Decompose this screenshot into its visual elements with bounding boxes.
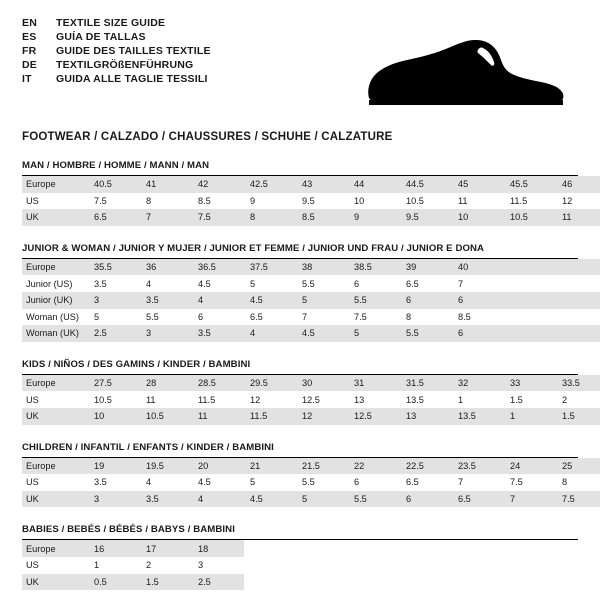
cell: 5 (94, 311, 100, 322)
cell (504, 309, 556, 326)
table-row (22, 209, 600, 226)
cell: 45.5 (504, 176, 556, 193)
cell: 11 (556, 209, 600, 226)
cell: 8.5 (458, 311, 471, 322)
cell (504, 292, 556, 309)
cell: 1.5 (510, 394, 523, 405)
cell: 45 (452, 176, 504, 193)
cell: 33 (504, 375, 556, 392)
cell: 25 (556, 458, 600, 475)
row-label: US (26, 195, 39, 206)
cell: 5 (296, 292, 348, 309)
cell: 5.5 (400, 325, 452, 342)
cell: 10 (452, 209, 504, 226)
cell: 7.5 (556, 491, 600, 508)
cell: 7 (458, 477, 464, 488)
language-list (22, 18, 211, 88)
section-title: CHILDREN / INFANTIL / ENFANTS / KINDER / BAMBINI (22, 442, 578, 458)
cell-empty (504, 574, 556, 591)
cell: 19 (88, 458, 140, 475)
cell: 11 (192, 408, 244, 425)
table-row (22, 540, 600, 557)
cell: 8 (406, 311, 412, 322)
cell: 8.5 (296, 209, 348, 226)
cell: 2.5 (192, 574, 244, 591)
cell: 4.5 (198, 278, 211, 289)
cell: 10.5 (140, 408, 192, 425)
cell: 5.5 (348, 292, 400, 309)
cell: 46 (556, 176, 600, 193)
cell: 10.5 (94, 394, 112, 405)
cell: 1 (504, 408, 556, 425)
cell: 10.5 (406, 195, 424, 206)
row-label: Woman (UK) (22, 325, 88, 342)
size-table-man (22, 176, 600, 226)
cell: 0.5 (88, 574, 140, 591)
cell: 20 (192, 458, 244, 475)
language-text: GUIDA ALLE TAGLIE TESSILI (56, 73, 208, 85)
cell: 7 (458, 278, 464, 289)
cell: 7 (302, 311, 308, 322)
table-row (22, 474, 600, 491)
cell (504, 325, 556, 342)
cell: 10.5 (504, 209, 556, 226)
cell: 3.5 (140, 491, 192, 508)
cell-empty (244, 574, 296, 591)
cell: 4 (192, 491, 244, 508)
cell: 9.5 (302, 195, 315, 206)
cell: 29.5 (244, 375, 296, 392)
cell (556, 309, 600, 326)
cell: 9 (250, 195, 256, 206)
cell: 9 (348, 209, 400, 226)
cell: 7 (504, 491, 556, 508)
row-label: Europe (22, 375, 88, 392)
cell: 8 (562, 477, 568, 488)
cell-empty (348, 574, 400, 591)
cell-empty (348, 557, 400, 574)
cell (504, 259, 556, 276)
cell-empty (244, 557, 296, 574)
cell: 18 (192, 540, 244, 557)
cell: 5.5 (348, 491, 400, 508)
table-row (22, 325, 600, 342)
row-label: UK (22, 574, 88, 591)
cell: 33.5 (556, 375, 600, 392)
table-row (22, 193, 600, 210)
cell: 4.5 (244, 491, 296, 508)
section-title: BABIES / BEBÉS / BÉBÉS / BABYS / BAMBINI (22, 524, 578, 540)
cell: 1 (94, 560, 100, 571)
language-row (22, 60, 211, 74)
cell: 32 (452, 375, 504, 392)
cell: 13.5 (406, 394, 424, 405)
section-children (22, 442, 578, 508)
section-junior-woman (22, 243, 578, 342)
cell: 11.5 (244, 408, 296, 425)
cell: 27.5 (88, 375, 140, 392)
table-row (22, 176, 600, 193)
cell: 6 (452, 325, 504, 342)
cell: 5 (250, 477, 256, 488)
cell-empty (244, 540, 296, 557)
cell: 3 (88, 292, 140, 309)
cell: 11 (458, 195, 468, 206)
section-man (22, 160, 578, 226)
row-label: Europe (22, 259, 88, 276)
language-row (22, 18, 211, 32)
row-label: US (26, 560, 39, 571)
section-kids (22, 359, 578, 425)
cell: 5.5 (302, 278, 315, 289)
table-row (22, 292, 600, 309)
table-row (22, 391, 600, 408)
cell: 1.5 (140, 574, 192, 591)
cell: 1.5 (556, 408, 600, 425)
cell: 31 (348, 375, 400, 392)
cell: 2 (562, 394, 568, 405)
cell: 6 (400, 292, 452, 309)
cell: 6 (400, 491, 452, 508)
cell: 8 (146, 195, 152, 206)
cell: 11.5 (510, 195, 528, 206)
cell: 40.5 (88, 176, 140, 193)
cell: 4.5 (296, 325, 348, 342)
cell-empty (452, 574, 504, 591)
row-label: Woman (US) (26, 311, 79, 322)
cell-empty (348, 540, 400, 557)
cell-empty (504, 557, 556, 574)
cell: 4 (146, 278, 152, 289)
cell: 16 (88, 540, 140, 557)
section-babies (22, 524, 578, 590)
language-text: TEXTILGRÖßENFÜHRUNG (56, 59, 194, 71)
cell-empty (400, 557, 452, 574)
cell: 5 (348, 325, 400, 342)
cell: 3.5 (94, 278, 107, 289)
cell: 35.5 (88, 259, 140, 276)
cell: 6.5 (406, 477, 419, 488)
cell: 6.5 (88, 209, 140, 226)
language-code: DE (22, 59, 37, 71)
cell: 3 (88, 491, 140, 508)
language-list-body (22, 18, 211, 88)
table-row (22, 259, 600, 276)
cell: 42 (192, 176, 244, 193)
cell: 4 (244, 325, 296, 342)
table-row (22, 458, 600, 475)
cell: 37.5 (244, 259, 296, 276)
cell (556, 325, 600, 342)
cell: 12.5 (302, 394, 320, 405)
row-label: Europe (22, 540, 88, 557)
cell: 22.5 (400, 458, 452, 475)
cell: 3.5 (192, 325, 244, 342)
cell-empty (556, 540, 600, 557)
cell: 43 (296, 176, 348, 193)
cell: 11.5 (198, 394, 216, 405)
table-row (22, 408, 600, 425)
size-table-children (22, 458, 600, 508)
cell: 11 (146, 394, 156, 405)
cell: 7.5 (510, 477, 523, 488)
section-title: MAN / HOMBRE / HOMME / MANN / MAN (22, 160, 578, 176)
section-title: KIDS / NIÑOS / DES GAMINS / KINDER / BAMBINI (22, 359, 578, 375)
language-row (22, 32, 211, 46)
cell: 21.5 (296, 458, 348, 475)
table-row (22, 557, 600, 574)
cell: 13.5 (452, 408, 504, 425)
cell-empty (556, 557, 600, 574)
cell: 5.5 (302, 477, 315, 488)
cell: 7 (140, 209, 192, 226)
row-label: Junior (US) (26, 278, 73, 289)
row-label: US (26, 394, 39, 405)
table-row (22, 491, 600, 508)
language-code: EN (22, 17, 37, 29)
cell-empty (400, 540, 452, 557)
language-text: TEXTILE SIZE GUIDE (56, 17, 166, 29)
cell: 6 (354, 278, 360, 289)
cell: 22 (348, 458, 400, 475)
cell: 36.5 (192, 259, 244, 276)
cell: 28 (140, 375, 192, 392)
row-label: Europe (22, 176, 88, 193)
cell: 3 (198, 560, 204, 571)
size-table-junior-woman (22, 259, 600, 342)
cell: 4 (146, 477, 152, 488)
row-label: UK (22, 209, 88, 226)
cell: 7.5 (94, 195, 107, 206)
cell: 41 (140, 176, 192, 193)
cell (556, 292, 600, 309)
table-row (22, 375, 600, 392)
cell-empty (296, 574, 348, 591)
cell: 12 (296, 408, 348, 425)
cell (556, 275, 600, 292)
cell: 8 (244, 209, 296, 226)
cell: 12.5 (348, 408, 400, 425)
cell: 3.5 (140, 292, 192, 309)
cell: 17 (140, 540, 192, 557)
cell: 24 (504, 458, 556, 475)
row-label: UK (22, 491, 88, 508)
size-table-kids (22, 375, 600, 425)
cell: 6.5 (452, 491, 504, 508)
cell: 7.5 (192, 209, 244, 226)
cell-empty (296, 540, 348, 557)
language-code: IT (22, 73, 32, 85)
cell: 21 (244, 458, 296, 475)
section-title: JUNIOR & WOMAN / JUNIOR Y MUJER / JUNIOR ET FEMME / JUNIOR UND FRAU / JUNIOR E DONA (22, 243, 578, 259)
cell: 36 (140, 259, 192, 276)
cell: 6.5 (250, 311, 263, 322)
cell-empty (400, 574, 452, 591)
cell-empty (504, 540, 556, 557)
cell: 2.5 (88, 325, 140, 342)
cell: 6 (198, 311, 204, 322)
cell: 13 (354, 394, 365, 405)
cell: 5 (296, 491, 348, 508)
cell: 12 (250, 394, 261, 405)
cell-empty (452, 557, 504, 574)
language-text: GUÍA DE TALLAS (56, 31, 146, 43)
cell: 2 (146, 560, 152, 571)
language-row (22, 46, 211, 60)
cell: 6.5 (406, 278, 419, 289)
cell: 9.5 (400, 209, 452, 226)
cell: 6 (452, 292, 504, 309)
cell: 10 (354, 195, 365, 206)
row-label: US (26, 477, 39, 488)
language-text: GUIDE DES TAILLES TEXTILE (56, 45, 211, 57)
cell: 23.5 (452, 458, 504, 475)
cell (556, 259, 600, 276)
table-row (22, 275, 600, 292)
cell: 38.5 (348, 259, 400, 276)
page-title: FOOTWEAR / CALZADO / CHAUSSURES / SCHUHE / CALZATURE (22, 131, 393, 143)
cell: 30 (296, 375, 348, 392)
cell: 6 (354, 477, 360, 488)
cell-empty (296, 557, 348, 574)
row-label: UK (22, 408, 88, 425)
cell-empty (452, 540, 504, 557)
cell: 4 (192, 292, 244, 309)
cell (504, 275, 556, 292)
cell: 42.5 (244, 176, 296, 193)
language-row (22, 74, 211, 88)
cell: 8.5 (198, 195, 211, 206)
cell: 10 (88, 408, 140, 425)
cell: 39 (400, 259, 452, 276)
cell: 12 (562, 195, 573, 206)
language-code: FR (22, 45, 37, 57)
cell: 3 (140, 325, 192, 342)
row-label: Junior (UK) (22, 292, 88, 309)
cell: 4.5 (198, 477, 211, 488)
cell: 44 (348, 176, 400, 193)
cell: 5.5 (146, 311, 159, 322)
cell: 44.5 (400, 176, 452, 193)
cell: 5 (250, 278, 256, 289)
cell: 19.5 (140, 458, 192, 475)
cell-empty (556, 574, 600, 591)
table-row (22, 309, 600, 326)
size-table-babies (22, 540, 600, 590)
cell: 40 (452, 259, 504, 276)
cell: 13 (400, 408, 452, 425)
cell: 7.5 (354, 311, 367, 322)
table-row (22, 574, 600, 591)
cell: 1 (458, 394, 464, 405)
row-label: Europe (22, 458, 88, 475)
cell: 4.5 (244, 292, 296, 309)
cell: 38 (296, 259, 348, 276)
cell: 28.5 (192, 375, 244, 392)
header (22, 18, 578, 121)
language-code: ES (22, 31, 37, 43)
dress-shoe-icon (363, 36, 568, 121)
cell: 3.5 (94, 477, 107, 488)
cell: 31.5 (400, 375, 452, 392)
